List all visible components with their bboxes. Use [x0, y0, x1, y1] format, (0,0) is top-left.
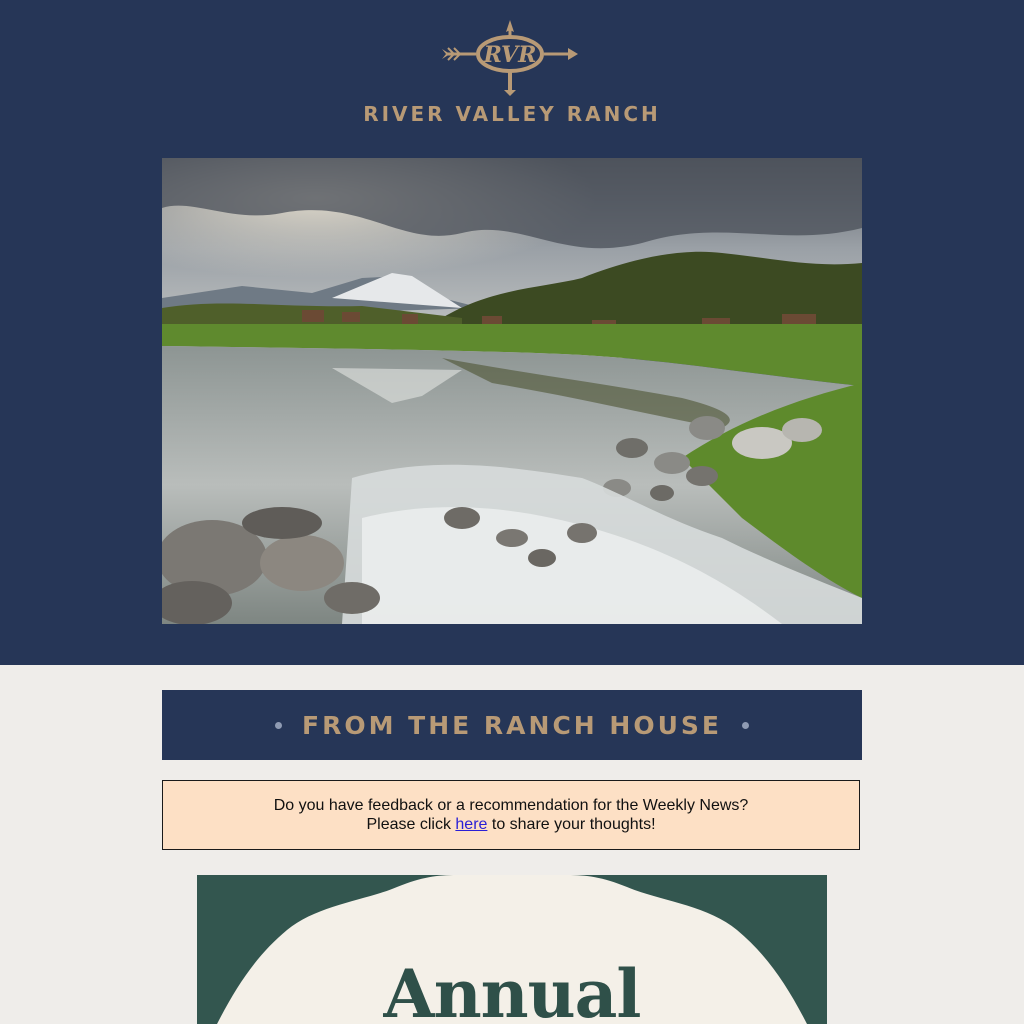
- section-banner: [162, 690, 862, 760]
- annual-event-card[interactable]: [197, 875, 827, 1024]
- landscape-photo-icon: [162, 158, 862, 624]
- bullet-dot-icon: [742, 722, 749, 729]
- section-title: FROM THE RANCH HOUSE: [302, 710, 722, 740]
- logo-monogram: RVR: [483, 42, 537, 68]
- feedback-callout: [162, 780, 860, 850]
- rvr-compass-logo-icon: [440, 18, 580, 98]
- feedback-line1: Do you have feedback or a recommendation for the Weekly News?: [273, 797, 749, 814]
- annual-title: Annual: [383, 955, 641, 1024]
- brand-name: RIVER VALLEY RANCH: [363, 102, 661, 126]
- feedback-line2: [163, 815, 859, 834]
- bullet-dot-icon: [275, 722, 282, 729]
- feedback-line2-before: Please click: [366, 816, 456, 833]
- feedback-line2-after: to share your thoughts!: [487, 816, 656, 833]
- feedback-link[interactable]: here: [455, 816, 488, 833]
- hero-landscape-image: [162, 158, 862, 624]
